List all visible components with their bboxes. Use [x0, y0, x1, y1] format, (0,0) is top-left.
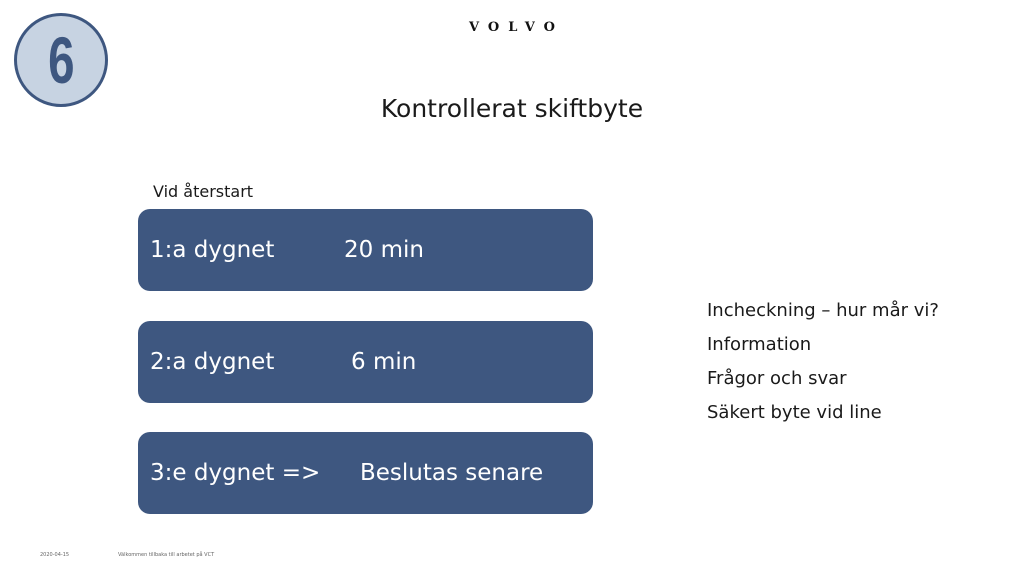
schedule-box-day-3 [138, 432, 593, 514]
step-number: 6 [47, 23, 75, 97]
schedule-box-day-1 [138, 209, 593, 291]
schedule-duration: Beslutas senare [360, 460, 544, 486]
info-item-questions: Frågor och svar [707, 368, 847, 389]
slide-title: Kontrollerat skiftbyte [380, 94, 644, 123]
schedule-day-label: 2:a dygnet [150, 349, 275, 375]
volvo-logo: VOLVO [469, 20, 564, 35]
schedule-box-day-2 [138, 321, 593, 403]
footer-text: Välkommen tillbaka till arbetet på VCT [118, 552, 215, 558]
restart-label: Vid återstart [153, 182, 254, 201]
schedule-day-label: 1:a dygnet [150, 237, 275, 263]
info-item-safe-handover: Säkert byte vid line [707, 402, 882, 423]
footer-date: 2020-04-15 [40, 552, 70, 558]
info-item-checkin: Incheckning – hur mår vi? [707, 300, 939, 321]
schedule-duration: 20 min [344, 237, 424, 263]
info-list [707, 294, 939, 430]
info-item-information: Information [707, 334, 812, 355]
schedule-duration: 6 min [351, 349, 417, 375]
schedule-day-label: 3:e dygnet => [150, 460, 321, 486]
